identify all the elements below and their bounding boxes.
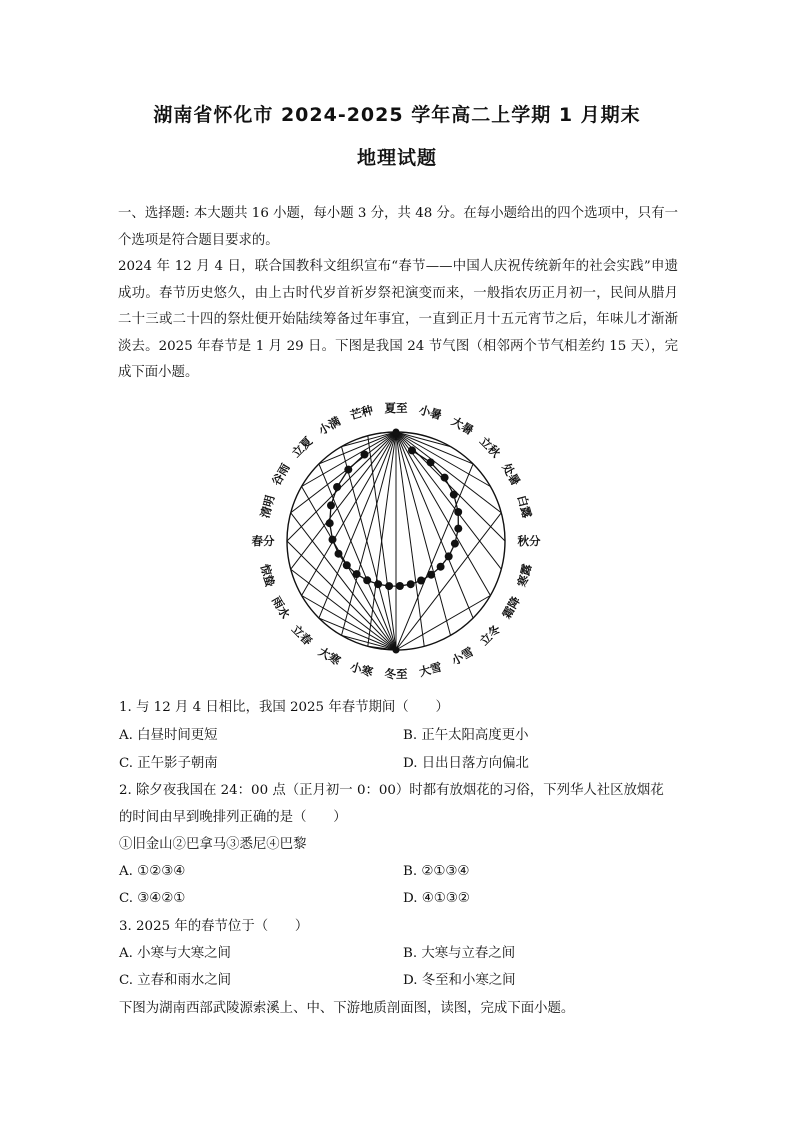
solar-term-label: 春分 xyxy=(251,534,275,548)
term-dot xyxy=(445,552,453,560)
intro-paragraph: 2024 年 12 月 4 日，联合国教科文组织宣布“春节——中国人庆祝传统新年的社会实践”申遗成功。春节历史悠久，由上古时代岁首祈岁祭祀演变而来，一般指农历正月初一，民间从腊月二十三或二十四的祭灶便开始陆续筹备过年事宜，一直到正月十五元宵节之后，年味儿才渐渐淡去。2025 年春节是 1 月 29 日。下图是我国 24 节气图（相邻两个节气相差约 15 天），完成下面小题。 xyxy=(118,259,678,381)
term-dot xyxy=(343,561,351,569)
chord-line xyxy=(302,596,396,651)
chord-line xyxy=(342,432,397,635)
solar-term-label: 大暑 xyxy=(449,413,476,438)
q2-option-c: C. ③④②① xyxy=(119,891,186,906)
solar-term-label: 小雪 xyxy=(449,644,476,669)
solar-term-label: 夏至 xyxy=(384,401,408,415)
term-dot xyxy=(451,540,459,548)
chord-line xyxy=(302,432,396,487)
solstice-dot xyxy=(393,647,400,654)
term-dot xyxy=(441,474,449,482)
chord-line xyxy=(396,432,473,618)
solar-term-label: 霜降 xyxy=(499,594,524,621)
term-dot xyxy=(407,580,415,588)
term-dot xyxy=(454,525,462,533)
solar-term-label: 惊蛰 xyxy=(257,562,278,589)
term-dot xyxy=(417,577,425,585)
term-dot xyxy=(437,563,445,571)
solar-term-label: 寒露 xyxy=(514,562,535,589)
term-dot xyxy=(344,466,352,474)
solar-term-label: 立秋 xyxy=(476,433,504,461)
term-dot xyxy=(427,458,435,466)
term-dot xyxy=(450,491,458,499)
term-dot xyxy=(363,576,371,584)
solar-term-label: 冬至 xyxy=(384,667,408,681)
question-2-stem-line2: 的时间由早到晚排列正确的是（ ） xyxy=(119,810,347,825)
solar-term-label: 立春 xyxy=(288,621,316,649)
q2-option-d: D. ④①③② xyxy=(403,891,470,906)
solar-term-label: 立冬 xyxy=(476,621,504,649)
chord-line xyxy=(342,447,397,650)
term-dot xyxy=(361,451,369,459)
solar-term-label: 小满 xyxy=(316,413,343,438)
chord-line xyxy=(396,432,490,596)
solar-term-label: 小寒 xyxy=(348,659,375,680)
solar-term-label: 雨水 xyxy=(268,594,293,621)
chord-line xyxy=(396,432,424,646)
solar-term-label: 大雪 xyxy=(417,659,444,680)
section-heading: 一、选择题: 本大题共 16 小题，每小题 3 分，共 48 分。在每小题给出的四个选项中，只有一个选项是符合题目要求的。 xyxy=(118,206,678,248)
chord-line xyxy=(319,464,396,650)
term-dot xyxy=(333,483,341,491)
solar-term-label: 谷雨 xyxy=(268,461,293,488)
solar-terms-diagram xyxy=(250,395,550,695)
question-2-items: ①旧金山②巴拿马③悉尼④巴黎 xyxy=(119,837,307,852)
question-3-stem: 3. 2025 年的春节位于（ ） xyxy=(119,919,309,934)
solar-term-label: 小暑 xyxy=(417,402,444,423)
q3-option-d: D. 冬至和小寒之间 xyxy=(403,973,516,988)
term-dot xyxy=(353,570,361,578)
solar-term-label: 秋分 xyxy=(517,534,541,548)
term-dot xyxy=(335,550,343,558)
solar-term-label: 大寒 xyxy=(316,644,343,669)
term-dot xyxy=(327,501,335,509)
chord-line xyxy=(396,464,473,650)
q1-option-c: C. 正午影子朝南 xyxy=(119,756,218,771)
solar-term-label: 立夏 xyxy=(288,433,316,461)
q1-option-b: B. 正午太阳高度更小 xyxy=(403,728,529,743)
q1-option-a: A. 白昼时间更短 xyxy=(119,728,218,743)
q1-option-d: D. 日出日落方向偏北 xyxy=(403,756,529,771)
diagram-chords xyxy=(287,432,505,650)
solar-term-label: 处暑 xyxy=(499,461,524,488)
q2-option-a: A. ①②③④ xyxy=(119,864,186,879)
question-1-stem: 1. 与 12 月 4 日相比，我国 2025 年春节期间（ ） xyxy=(119,700,449,715)
q3-option-b: B. 大寒与立春之间 xyxy=(403,946,516,961)
chord-line xyxy=(302,432,396,596)
chord-line xyxy=(396,596,490,651)
term-dot xyxy=(326,519,334,527)
solstice-dot xyxy=(393,429,400,436)
chord-line xyxy=(396,432,451,635)
term-dot xyxy=(427,571,435,579)
term-dot xyxy=(454,508,462,516)
question-2-stem-line1: 2. 除夕夜我国在 24：00 点（正月初一 0：00）时都有放烟花的习俗，下列华人社区放烟花 xyxy=(119,783,664,798)
solar-term-label: 白露 xyxy=(514,493,535,520)
q3-option-a: A. 小寒与大寒之间 xyxy=(119,946,231,961)
term-dot xyxy=(374,580,382,588)
q3-option-c: C. 立春和雨水之间 xyxy=(119,973,232,988)
solar-term-label: 清明 xyxy=(257,493,278,520)
next-figure-intro: 下图为湖南西部武陵源索溪上、中、下游地质剖面图，读图，完成下面小题。 xyxy=(119,1001,575,1016)
document-title: 湖南省怀化市 2024-2025 学年高二上学期 1 月期末 xyxy=(153,104,641,126)
term-dot xyxy=(329,536,337,544)
document-subtitle: 地理试题 xyxy=(356,147,437,169)
solar-term-label: 芒种 xyxy=(348,402,375,423)
chord-line xyxy=(396,432,451,447)
term-dot xyxy=(385,582,393,590)
term-dot xyxy=(396,582,404,590)
q2-option-b: B. ②①③④ xyxy=(403,864,470,879)
term-dot xyxy=(408,446,416,454)
